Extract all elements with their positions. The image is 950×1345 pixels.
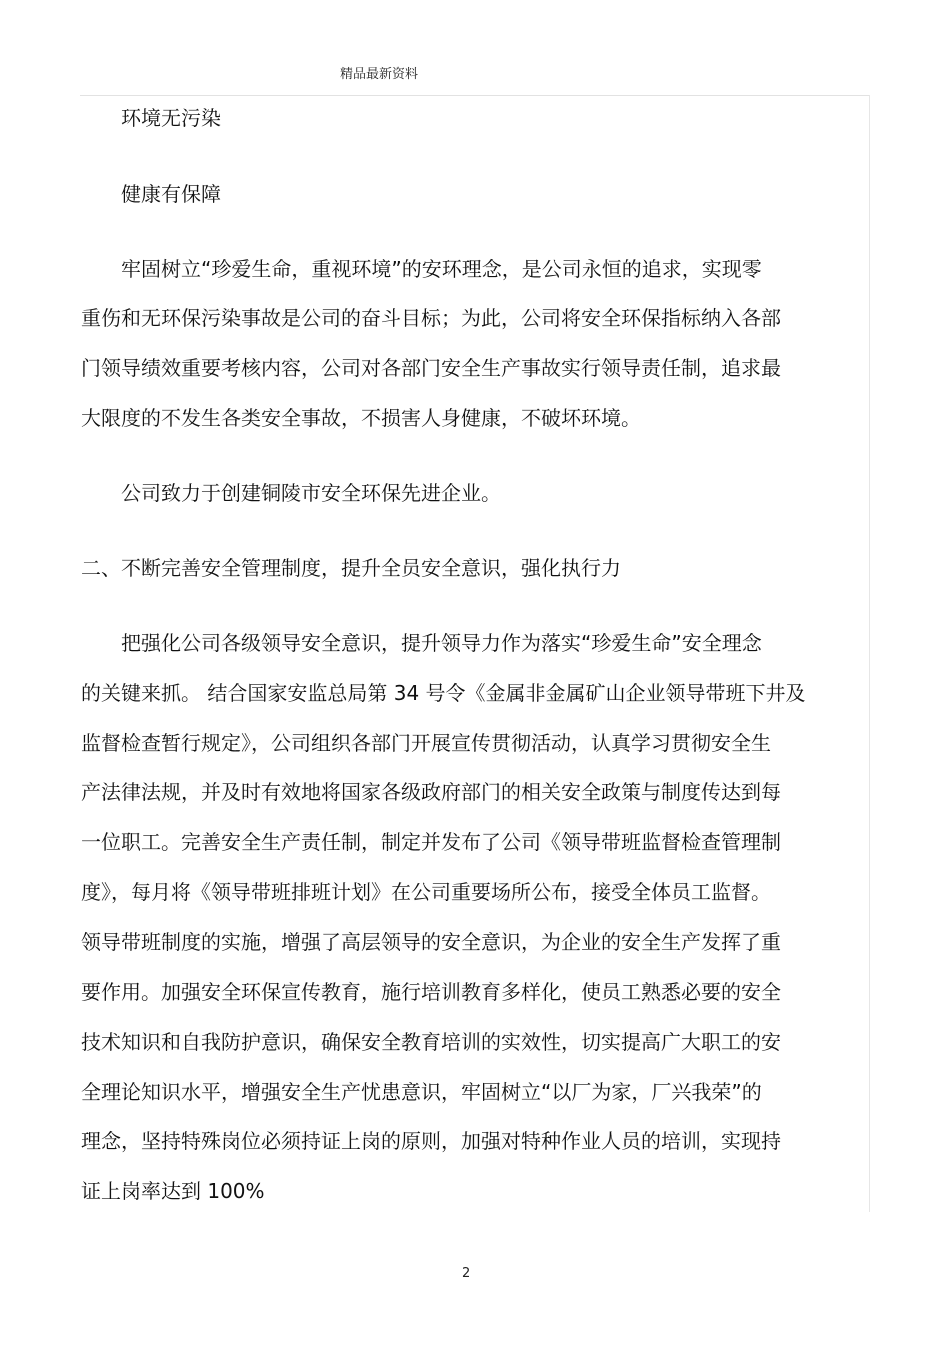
page-number: 2 [462, 1266, 471, 1281]
paragraph-line: 牢固树立“珍爱生命，重视环境”的安环理念，是公司永恒的追求，实现零 [121, 257, 762, 281]
paragraph-line: 门领导绩效重要考核内容，公司对各部门安全生产事故实行领导责任制，追求最 [81, 356, 781, 380]
paragraph-line: 监督检查暂行规定》，公司组织各部门开展宣传贯彻活动，认真学习贯彻安全生 [81, 731, 771, 755]
paragraph-line: 一位职工。完善安全生产责任制，制定并发布了公司《领导带班监督检查管理制 [81, 830, 781, 854]
paragraph-line: 公司致力于创建铜陵市安全环保先进企业。 [121, 481, 501, 505]
right-margin-divider [869, 95, 870, 1212]
section-heading: 二、不断完善安全管理制度，提升全员安全意识，强化执行力 [81, 556, 621, 580]
paragraph-line: 理念，坚持特殊岗位必须持证上岗的原则，加强对特种作业人员的培训，实现持 [81, 1129, 781, 1153]
paragraph-line: 全理论知识水平，增强安全生产忧患意识，牢固树立“以厂为家，厂兴我荣”的 [81, 1080, 762, 1104]
paragraph-line: 重伤和无环保污染事故是公司的奋斗目标；为此，公司将安全环保指标纳入各部 [81, 306, 781, 330]
paragraph-line: 要作用。加强安全环保宣传教育，施行培训教育多样化，使员工熟悉必要的安全 [81, 980, 781, 1004]
paragraph-heading-line: 健康有保障 [121, 182, 221, 206]
paragraph-heading-line: 环境无污染 [121, 106, 221, 130]
paragraph-line: 度》，每月将《领导带班排班计划》在公司重要场所公布，接受全体员工监督。 [81, 880, 771, 904]
paragraph-line: 领导带班制度的实施，增强了高层领导的安全意识，为企业的安全生产发挥了重 [81, 930, 781, 954]
page-header: 精品最新资料 [340, 67, 419, 82]
paragraph-line: 证上岗率达到 100% [81, 1179, 265, 1203]
header-divider [80, 95, 870, 96]
paragraph-line: 大限度的不发生各类安全事故，不损害人身健康，不破坏环境。 [81, 406, 641, 430]
paragraph-line: 的关键来抓。 结合国家安监总局第 34 号令《金属非金属矿山企业领导带班下井及 [81, 681, 806, 705]
paragraph-line: 产法律法规，并及时有效地将国家各级政府部门的相关安全政策与制度传达到每 [81, 780, 781, 804]
paragraph-line: 把强化公司各级领导安全意识，提升领导力作为落实“珍爱生命”安全理念 [121, 631, 762, 655]
paragraph-line: 技术知识和自我防护意识，确保安全教育培训的实效性，切实提高广大职工的安 [81, 1030, 781, 1054]
